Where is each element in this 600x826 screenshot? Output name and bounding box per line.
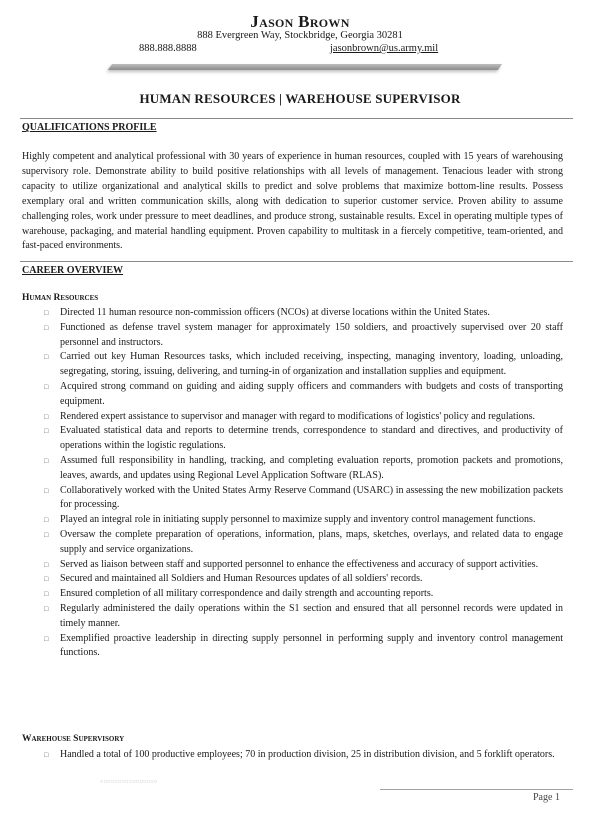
candidate-address: 888 Evergreen Way, Stockbridge, Georgia 30281	[197, 30, 403, 41]
subsection-human-resources-title: Human Resources	[22, 293, 99, 303]
bullet-square-icon: □	[44, 634, 49, 643]
bullet-square-icon: □	[44, 412, 49, 421]
bullet-item	[44, 484, 563, 514]
bullet-item	[44, 572, 563, 587]
bullet-square-icon: □	[44, 751, 49, 759]
qualifications-text: Highly competent and analytical professional with 30 years of experience in human resources, coupled with 15 years of warehousing supervisory role. Demonstrate ability to build positive relationships with all levels of management. Tenacious leader with strong capacity to utilize organizational and analytical skills to predict and solve problems that maximize bottom-line results. Possess exemplary oral and written communication skills, along with dedication to superior customer service. Proven ability to assume challenging roles, work under pressure to meet deadlines, and produce strong, sustainable results. Excel in operating multiple types of warehouse, packaging, and material handling equipment. Proven capability to multitask in a fiercely competitive, team-oriented, and fast-paced environments.	[22, 151, 563, 252]
bullet-text: Acquired strong command on guiding and aiding supply officers and commanders with budgets and costs of transporting equipment.	[60, 380, 563, 407]
bullet-item	[44, 410, 563, 425]
bullet-item	[44, 454, 563, 484]
bullet-square-icon: □	[44, 456, 49, 465]
bullet-text: Handled a total of 100 productive employees; 70 in production division, 25 in distribution division, and 5 forklift operators.	[60, 749, 555, 760]
bullet-text: Oversaw the complete preparation of operations, information, plans, maps, sketches, overlays, and related data to engage supply and service organizations.	[60, 528, 563, 555]
bullet-item	[44, 528, 563, 558]
qualifications-heading: QUALIFICATIONS PROFILE	[22, 122, 157, 133]
bullet-item	[44, 632, 563, 662]
subsection-warehouse-title: Warehouse Supervisory	[22, 734, 125, 744]
section-divider	[20, 118, 573, 119]
bullet-text: Played an integral role in initiating supply personnel to maximize supply and inventory control management functions.	[60, 514, 536, 526]
bullet-text: Secured and maintained all Soldiers and Human Resources updates of all soldiers' records.	[60, 573, 423, 585]
bullet-square-icon: □	[44, 516, 49, 525]
bullet-text: Functioned as defense travel system manager for approximately 150 soldiers, and proactively supervised over 20 staff personnel and instructors.	[60, 321, 563, 348]
human-resources-bullet-list	[44, 306, 563, 661]
bullet-item	[44, 748, 563, 763]
header-decorative-bar	[108, 64, 502, 70]
bullet-item	[44, 587, 563, 602]
candidate-name: Jason Brown	[250, 12, 350, 31]
bullet-item	[44, 306, 563, 321]
bullet-item	[44, 321, 563, 351]
page-number: Page 1	[533, 792, 560, 803]
bullet-square-icon: □	[44, 560, 49, 569]
bullet-item	[44, 380, 563, 410]
bullet-square-icon: □	[44, 309, 49, 317]
watermark: ▫▫▫▫▫▫▫▫▫▫▫▫▫▫▫▫	[100, 776, 158, 786]
bullet-square-icon: □	[44, 382, 49, 391]
bullet-text: Collaboratively worked with the United States Army Reserve Command (USARC) in assessing the new mobilization packets for processing.	[60, 484, 563, 511]
bullet-square-icon: □	[44, 323, 49, 332]
bullet-square-icon: □	[44, 590, 49, 599]
bullet-text: Exemplified proactive leadership in directing supply personnel in performing supply and inventory control management functions.	[60, 632, 563, 659]
candidate-phone: 888.888.8888	[139, 43, 197, 54]
bullet-square-icon: □	[44, 486, 49, 495]
bullet-text: Directed 11 human resource non-commission officers (NCOs) at diverse locations within the United States.	[60, 307, 490, 318]
bullet-text: Carried out key Human Resources tasks, which included receiving, inspecting, managing inventory, loading, unloading, segregating, storing, issuing, delivering, and turning-in of organization and installation supplies and equipment.	[60, 351, 563, 378]
bullet-text: Assumed full responsibility in handling, tracking, and completing evaluation reports, promotion packets and promotions, leaves, awards, and updates using Regional Level Application Software (RLAS).	[60, 454, 563, 481]
job-title: HUMAN RESOURCES | WAREHOUSE SUPERVISOR	[139, 91, 461, 106]
candidate-email-link[interactable]: jasonbrown@us.army.mil	[330, 43, 439, 54]
warehouse-bullet-list	[44, 748, 563, 763]
bullet-text: Evaluated statistical data and reports to determine trends, correspondence to standard and directives, and productivity of operations within the logistic regulations.	[60, 425, 563, 452]
bullet-item	[44, 558, 563, 573]
bullet-square-icon: □	[44, 575, 49, 584]
bullet-square-icon: □	[44, 530, 49, 539]
bullet-text: Regularly administered the daily operations within the S1 section and ensured that all personnel records were updated in timely manner.	[60, 602, 563, 629]
bullet-square-icon: □	[44, 604, 49, 613]
bullet-text: Ensured completion of all military correspondence and daily strength and accounting reports.	[60, 588, 434, 600]
bullet-item	[44, 350, 563, 380]
career-overview-heading: CAREER OVERVIEW	[22, 265, 124, 276]
bullet-text: Served as liaison between staff and supported personnel to enhance the effectiveness and accuracy of support activities.	[60, 558, 539, 570]
bullet-item	[44, 513, 563, 528]
bullet-square-icon: □	[44, 427, 49, 436]
bullet-item	[44, 424, 563, 454]
bullet-item	[44, 602, 563, 632]
bullet-text: Rendered expert assistance to supervisor and manager with regard to modifications of logistics' policy and regulations.	[60, 410, 536, 422]
section-divider	[20, 261, 573, 262]
bullet-square-icon: □	[44, 353, 49, 362]
footer-divider	[380, 789, 573, 790]
